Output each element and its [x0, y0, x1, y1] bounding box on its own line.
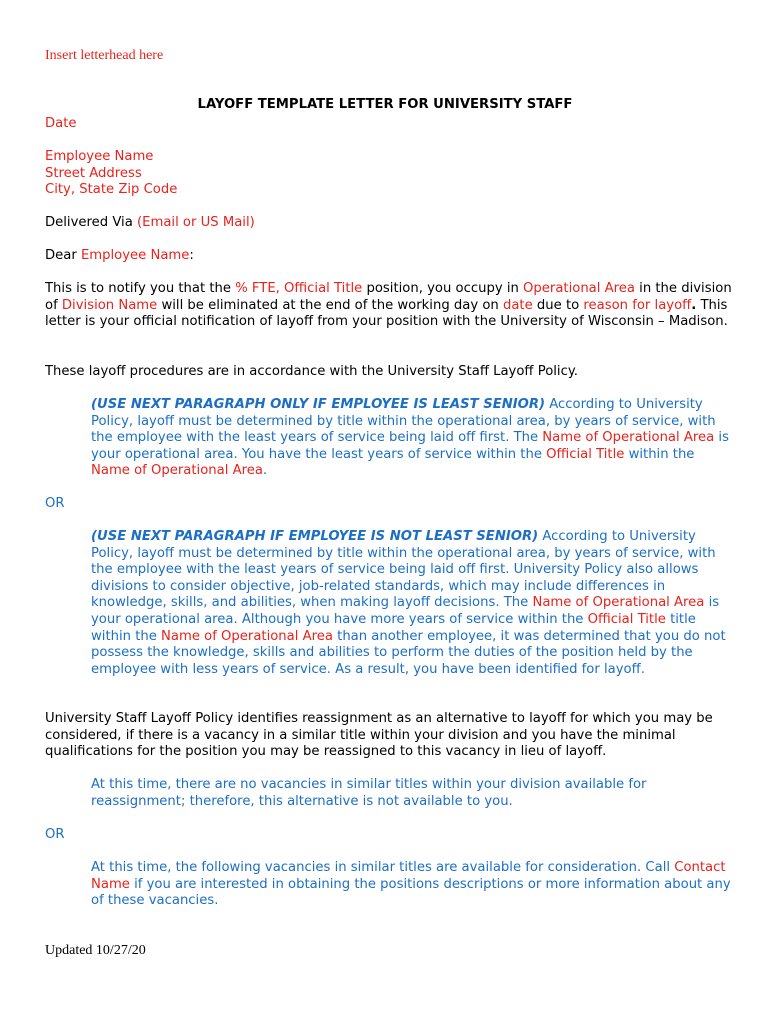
option-least-senior [91, 397, 733, 480]
p1-text-7: This letter is your official notification of layoff from your position with the University of Wisconsin – Madison. [45, 297, 728, 330]
option-vacancies-available [91, 860, 733, 910]
notification-paragraph [45, 281, 735, 331]
address-city: City, State Zip Code [45, 182, 178, 198]
or-separator-1: OR [45, 496, 65, 511]
p1-fte-title: % FTE, Official Title [235, 281, 363, 296]
option-not-least-senior [91, 529, 733, 678]
footer-updated: Updated 10/27/20 [45, 943, 146, 958]
address-street: Street Address [45, 165, 142, 181]
letter-title: LAYOFF TEMPLATE LETTER FOR UNIVERSITY STAFF [197, 97, 573, 113]
p1-operational-area: Operational Area [523, 281, 635, 296]
salutation [45, 248, 735, 265]
delivered-method: (Email or US Mail) [137, 215, 255, 230]
salutation-suffix: : [189, 248, 194, 263]
delivered-line [45, 215, 735, 232]
p1-text-2: position, you occupy in [362, 281, 524, 296]
opt2-text-4: than another employee, it was determined that you do not possess the knowledge, skills and abilities to perform the duties of the position held by the employee with less years of service. As a result, you have been identified for layoff. [91, 628, 726, 677]
opt2-text-3: title within the [91, 611, 696, 644]
p1-reason: reason for layoff [583, 297, 692, 313]
opt2-area-2: Name of Operational Area [161, 628, 333, 644]
opt2-area: Name of Operational Area [532, 595, 705, 611]
salutation-name: Employee Name [80, 248, 190, 263]
opt2-text-1: According to University Policy, layoff must be determined by title within the operational area, by years of service, with the employee with the least years of service being laid off first. University Policy also allows divisions to consider objective, job-related standards, which may include differences in knowledge, skills, and abilities, when making layoff decisions. The [91, 529, 716, 611]
opt1-area-2: Name of Operational Area [91, 463, 263, 479]
opt1-heading: (USE NEXT PARAGRAPH ONLY IF EMPLOYEE IS LEAST SENIOR) [91, 397, 546, 412]
p1-text-5: due to [532, 297, 584, 313]
opt4-contact-name: Contact Name [91, 860, 726, 892]
address-name: Employee Name [45, 149, 154, 164]
p1-period: . [691, 297, 697, 313]
address-block [45, 149, 735, 199]
opt4-text-1: At this time, the following vacancies in similar titles are available for consideration. Call [91, 860, 675, 875]
opt1-text-2: is your operational area. You have the least years of service within the [91, 430, 729, 462]
procedures-paragraph: These layoff procedures are in accordance with the University Staff Layoff Policy. [45, 364, 578, 379]
delivered-label: Delivered Via [45, 215, 137, 230]
opt1-area: Name of Operational Area [542, 430, 715, 446]
p1-division-name: Division Name [61, 297, 158, 313]
opt4-text-2: if you are interested in obtaining the positions descriptions or more information about any of these vacancies. [91, 876, 731, 909]
opt2-text-2: is your operational area. Although you have more years of service within the [91, 595, 720, 627]
opt1-text-3: within the [624, 446, 695, 462]
opt2-heading: (USE NEXT PARAGRAPH IF EMPLOYEE IS NOT LEAST SENIOR) [91, 529, 539, 544]
opt1-title: Official Title [546, 446, 625, 462]
p1-date: date [502, 297, 533, 313]
opt1-text-4: . [262, 463, 268, 479]
option-no-vacancies: At this time, there are no vacancies in similar titles within your division available for reassignment; therefore, this alternative is not available to you. [91, 777, 647, 809]
or-separator-2: OR [45, 827, 65, 842]
date-placeholder: Date [45, 116, 77, 131]
salutation-prefix: Dear [45, 248, 81, 263]
opt2-title: Official Title [587, 611, 666, 627]
p1-text-1: This is to notify you that the [45, 281, 236, 296]
letterhead-placeholder: Insert letterhead here [45, 48, 164, 63]
opt1-text-1: According to University Policy, layoff must be determined by title within the operational area, by years of service, with the employee with the least years of service being laid off first. The [91, 397, 716, 446]
reassignment-paragraph: University Staff Layoff Policy identifies reassignment as an alternative to layoff for which you may be considered, if there is a vacancy in a similar title within your division and you have the minimal qualifications for the position you may be reassigned to this vacancy in lieu of layoff. [45, 711, 713, 760]
p1-text-4: will be eliminated at the end of the working day on [157, 297, 503, 313]
p1-text-3: in the division of [45, 281, 732, 313]
